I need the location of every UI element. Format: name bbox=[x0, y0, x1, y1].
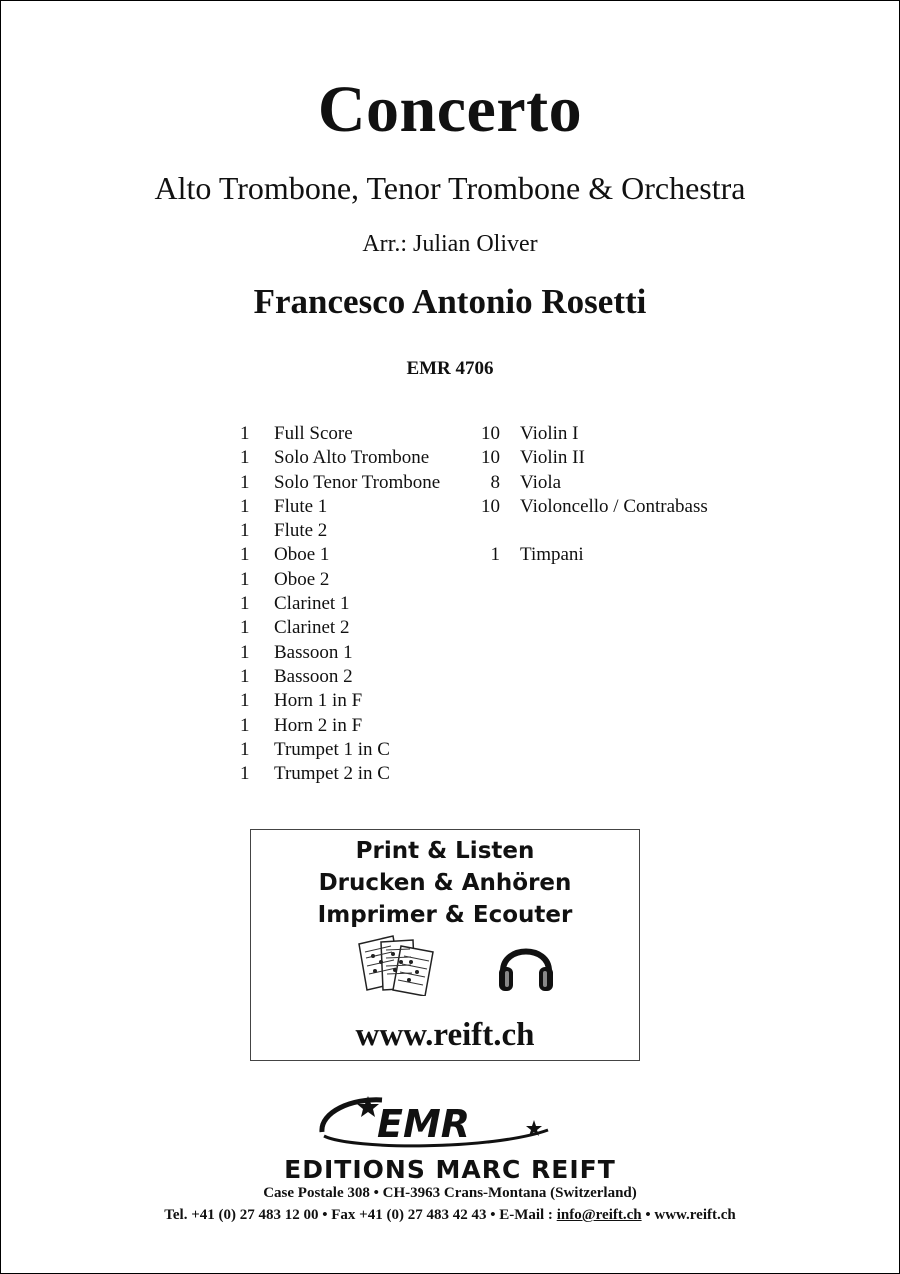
arranger-credit: Arr.: Julian Oliver bbox=[362, 231, 538, 257]
part-name: Solo Alto Trombone bbox=[274, 447, 430, 469]
part-name: Viola bbox=[520, 471, 562, 493]
part-row bbox=[240, 689, 440, 713]
part-name: Clarinet 1 bbox=[274, 593, 350, 615]
part-name: Clarinet 2 bbox=[274, 617, 350, 639]
part-row bbox=[240, 495, 440, 519]
part-quantity: 1 bbox=[240, 423, 250, 444]
part-row bbox=[470, 446, 708, 470]
part-name: Violin I bbox=[520, 423, 579, 444]
part-row bbox=[240, 422, 440, 446]
svg-text:EMR: EMR bbox=[377, 1102, 471, 1146]
part-row bbox=[240, 568, 440, 592]
publisher-address: Case Postale 308 • CH-3963 Crans-Montana (Switzerland) bbox=[263, 1185, 637, 1201]
part-row bbox=[240, 543, 440, 567]
part-row bbox=[240, 738, 440, 762]
part-quantity: 1 bbox=[240, 690, 250, 712]
part-quantity: 1 bbox=[490, 544, 500, 566]
part-name: Timpani bbox=[520, 544, 584, 566]
parts-list-left bbox=[240, 422, 440, 786]
part-quantity: 1 bbox=[240, 617, 250, 639]
instrumentation-subtitle: Alto Trombone, Tenor Trombone & Orchestra bbox=[154, 170, 746, 206]
parts-list-right bbox=[470, 422, 708, 568]
part-quantity: 10 bbox=[481, 495, 500, 517]
part-name: Solo Tenor Trombone bbox=[274, 471, 441, 493]
part-quantity: 10 bbox=[481, 447, 500, 469]
part-quantity: 1 bbox=[240, 544, 250, 566]
list-spacer bbox=[470, 519, 708, 543]
part-quantity: 1 bbox=[240, 471, 250, 493]
promo-line-french: Imprimer & Ecouter bbox=[317, 902, 573, 928]
part-row bbox=[240, 519, 440, 543]
promo-website-link[interactable]: www.reift.ch bbox=[355, 1017, 535, 1053]
part-row bbox=[240, 665, 440, 689]
part-row bbox=[470, 495, 708, 519]
part-row bbox=[470, 471, 708, 495]
part-quantity: 1 bbox=[240, 641, 250, 663]
part-name: Bassoon 2 bbox=[274, 665, 353, 687]
part-quantity: 8 bbox=[490, 471, 500, 493]
part-quantity: 1 bbox=[240, 738, 250, 760]
part-name: Horn 2 in F bbox=[274, 714, 363, 736]
part-name: Trumpet 2 in C bbox=[274, 763, 390, 785]
part-name: Full Score bbox=[274, 423, 353, 444]
part-row bbox=[240, 592, 440, 616]
sheet-music-icon bbox=[355, 934, 441, 996]
part-quantity: 1 bbox=[240, 593, 250, 615]
print-listen-promo-box[interactable] bbox=[250, 829, 640, 1061]
composer-name: Francesco Antonio Rosetti bbox=[253, 282, 647, 321]
publisher-contact bbox=[0, 1207, 900, 1224]
part-row bbox=[470, 543, 708, 567]
part-quantity: 1 bbox=[240, 665, 250, 687]
part-quantity: 1 bbox=[240, 495, 250, 517]
email-link[interactable]: info@reift.ch bbox=[556, 1207, 642, 1223]
part-name: Horn 1 in F bbox=[274, 690, 363, 712]
catalog-number: EMR 4706 bbox=[406, 358, 494, 379]
part-quantity: 1 bbox=[240, 763, 250, 785]
part-quantity: 10 bbox=[481, 423, 500, 444]
part-name: Flute 2 bbox=[274, 520, 328, 542]
headphones-icon bbox=[493, 933, 559, 999]
part-name: Flute 1 bbox=[274, 495, 328, 517]
part-name: Oboe 1 bbox=[274, 544, 330, 566]
page-title: Concerto bbox=[317, 73, 583, 146]
part-row bbox=[240, 641, 440, 665]
part-row bbox=[240, 446, 440, 470]
part-name: Oboe 2 bbox=[274, 568, 330, 590]
phone-fax-text: Tel. +41 (0) 27 483 12 00 • Fax +41 (0) 27 483 42 43 • E-Mail : bbox=[164, 1207, 557, 1223]
part-name: Trumpet 1 in C bbox=[274, 738, 390, 760]
part-name: Violoncello / Contrabass bbox=[520, 495, 708, 517]
part-quantity: 1 bbox=[240, 568, 250, 590]
part-name: Bassoon 1 bbox=[274, 641, 353, 663]
publisher-name: EDITIONS MARC REIFT bbox=[284, 1155, 616, 1184]
part-row bbox=[240, 714, 440, 738]
part-quantity: 1 bbox=[240, 447, 250, 469]
part-quantity: 1 bbox=[240, 520, 250, 542]
part-row bbox=[240, 471, 440, 495]
website-text: • www.reift.ch bbox=[641, 1207, 736, 1223]
part-row bbox=[240, 762, 440, 786]
promo-line-english: Print & Listen bbox=[355, 838, 535, 864]
part-row bbox=[470, 422, 708, 446]
part-name: Violin II bbox=[520, 447, 585, 469]
part-row bbox=[240, 616, 440, 640]
emr-logo bbox=[312, 1092, 562, 1152]
part-quantity: 1 bbox=[240, 714, 250, 736]
promo-line-german: Drucken & Anhören bbox=[318, 870, 572, 896]
